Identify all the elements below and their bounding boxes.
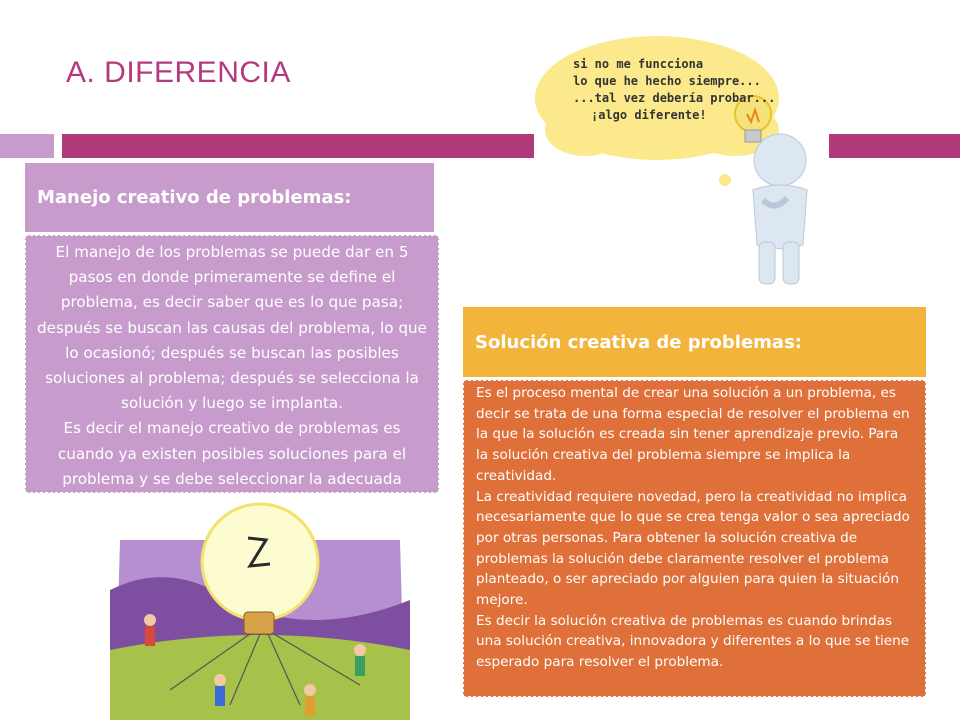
slide-title: A. DIFERENCIA xyxy=(66,56,291,89)
solucion-paragraph-3: Es decir la solución creativa de problemas es cuando brindas una solución creativa, innovadora y diferentes a lo que se tiene esperado para resolver el problema. xyxy=(476,612,910,671)
bubble-line-3: ...tal vez debería probar... xyxy=(573,91,776,105)
solucion-paragraph-2: La creatividad requiere novedad, pero la creatividad no implica necesariamente que lo que se crea tenga valor o sea apreciado por otras personas. Para obtener la solución creativa de problemas la solución debe claramente resolver el problema planteado, o ser apreciado por alguien para quien la situación mejore. xyxy=(476,488,910,609)
thinking-figure-illustration xyxy=(525,30,825,300)
section-heading-manejo: Manejo creativo de problemas: xyxy=(25,163,434,232)
thinking-figure xyxy=(753,134,807,284)
balloon-scene-graphic xyxy=(110,500,410,720)
solucion-paragraph-1: Es el proceso mental de crear una solución a un problema, es decir se trata de una forma especial de resolver el problema en la que la solución es creada sin tener aprendizaje previo. Para la solución creativa del problema siempre se implica la creatividad. xyxy=(476,385,910,484)
lightbulb-balloon-illustration xyxy=(110,500,410,720)
section-body-manejo xyxy=(25,235,439,493)
bubble-line-4: ¡algo diferente! xyxy=(591,108,707,122)
bubble-line-1: si no me funcciona xyxy=(573,57,704,71)
decorative-bar-left xyxy=(0,134,54,158)
section-heading-solucion: Solución creativa de problemas: xyxy=(463,307,926,377)
manejo-paragraph-1: El manejo de los problemas se puede dar en 5 pasos en donde primeramente se define el problema, es decir saber que es lo que pasa; después se buscan las causas del problema, lo que lo ocasionó; después se buscan las posibles soluciones al problema; después se selecciona la solución y luego se implanta. xyxy=(37,243,427,413)
decorative-bar-right xyxy=(829,134,960,158)
thought-bubble-text xyxy=(573,56,783,124)
decorative-bar-main xyxy=(62,134,534,158)
bubble-line-2: lo que he hecho siempre... xyxy=(573,74,761,88)
manejo-paragraph-2: Es decir el manejo creativo de problemas es cuando ya existen posibles soluciones para el problema y se debe seleccionar la adecuada xyxy=(57,419,407,488)
section-body-solucion xyxy=(463,380,926,697)
